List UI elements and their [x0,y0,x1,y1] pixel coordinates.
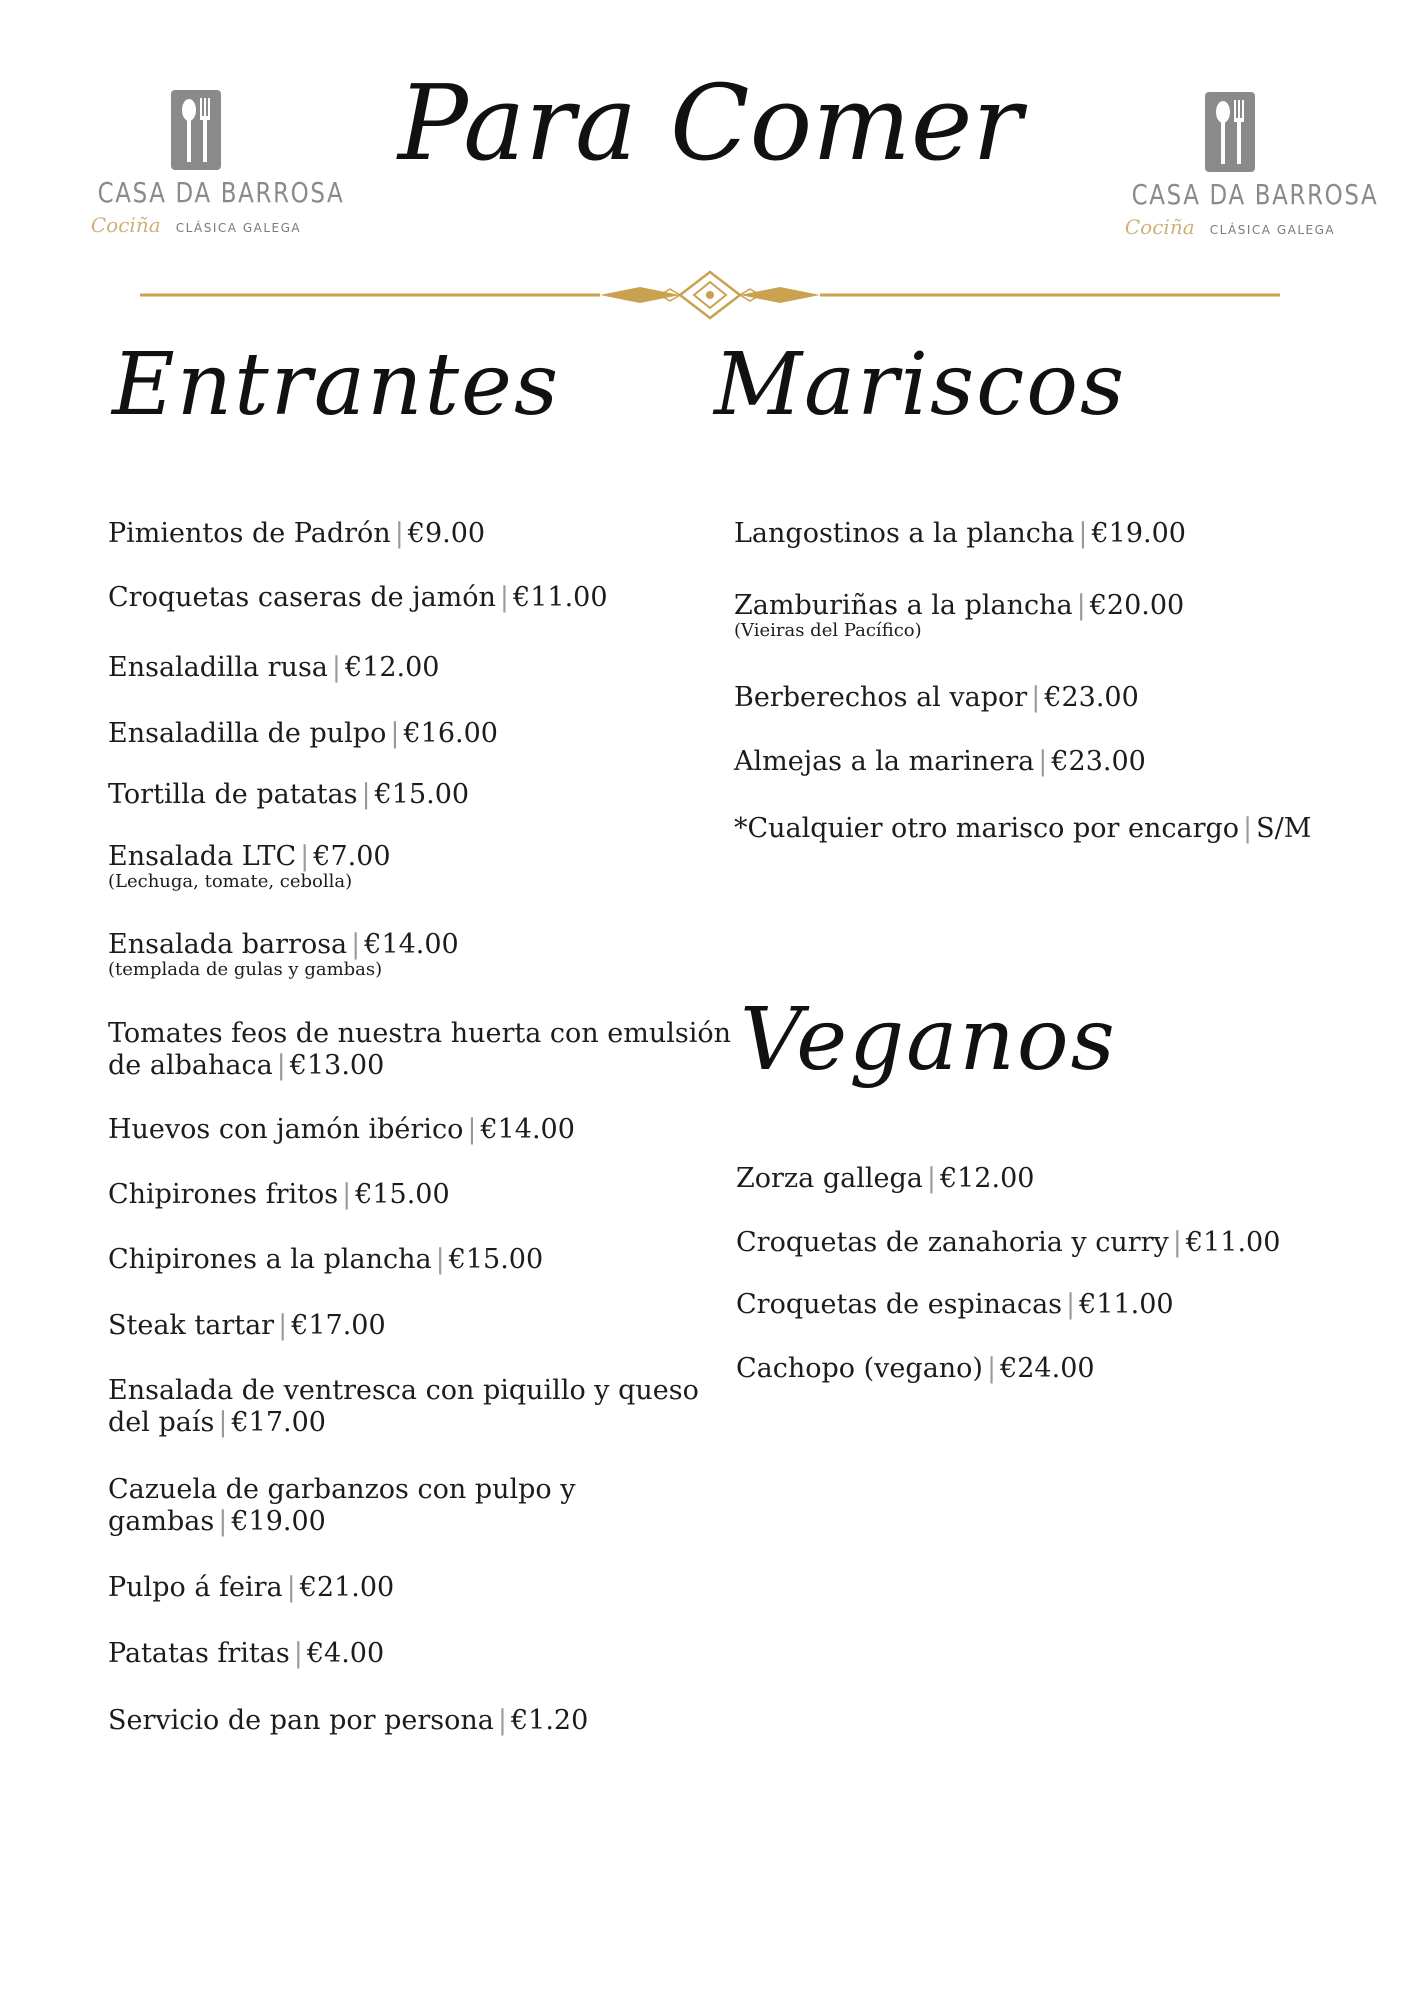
item-price: €15.00 [374,779,470,810]
section-heading-mariscos: Mariscos [714,335,1127,435]
item-name: Berberechos al vapor [734,682,1028,713]
item-name: Croquetas caseras de jamón [108,582,496,613]
item-name: Langostinos a la plancha [734,518,1075,549]
menu-item: Cazuela de garbanzos con pulpo y gambas | €19.00 [108,1474,576,1537]
menu-item: Almejas a la marinera | €23.00 [734,746,1146,777]
menu-item: Chipirones a la plancha | €15.00 [108,1244,544,1275]
item-name: Croquetas de espinacas [736,1289,1063,1320]
cutlery-logo-icon [171,90,221,170]
item-name: Tomates feos de nuestra huerta con emulsión [108,1018,731,1049]
cutlery-logo-icon [1205,92,1255,172]
item-price: €20.00 [1089,590,1185,621]
item-name: *Cualquier otro marisco por encargo [734,813,1240,844]
menu-item: Patatas fritas | €4.00 [108,1638,385,1669]
menu-item: Chipirones fritos | €15.00 [108,1179,450,1210]
menu-item: Pimientos de Padrón | €9.00 [108,518,486,549]
ornamental-divider [140,270,1280,320]
logo-script: Cociña [90,213,161,237]
menu-item: Pulpo á feira | €21.00 [108,1572,395,1603]
item-price: €12.00 [345,652,440,683]
menu-item: Zorza gallega | €12.00 [736,1163,1035,1194]
item-name: Ensalada LTC [108,841,297,872]
menu-item: Tortilla de patatas | €15.00 [108,779,470,810]
menu-item: Servicio de pan por persona | €1.20 [108,1705,589,1736]
item-price: €11.00 [1079,1289,1174,1320]
menu-item: Berberechos al vapor | €23.00 [734,682,1139,713]
item-price: €4.00 [306,1638,385,1669]
menu-item: Ensaladilla rusa | €12.00 [108,652,440,683]
item-name: Zorza gallega [736,1163,923,1194]
item-name: Servicio de pan por persona [108,1705,494,1736]
item-price: €14.00 [364,929,459,960]
menu-item: Ensalada LTC | €7.00 (Lechuga, tomate, cebolla) [108,841,718,893]
item-name-line2: gambas [108,1506,215,1537]
item-price: €23.00 [1044,682,1139,713]
logo-name: CASA DA BARROSA [1131,178,1379,211]
item-name: Almejas a la marinera [734,746,1035,777]
menu-item: Cachopo (vegano) | €24.00 [736,1353,1095,1384]
item-price: €7.00 [313,841,391,872]
item-price: €23.00 [1051,746,1146,777]
item-price: €15.00 [448,1244,544,1275]
item-price: €12.00 [939,1163,1035,1194]
item-name: Cazuela de garbanzos con pulpo y [108,1474,576,1505]
item-note: (templada de gulas y gambas) [108,959,383,980]
item-name: Ensalada de ventresca con piquillo y queso [108,1375,699,1406]
item-name: Ensaladilla de pulpo [108,718,387,749]
item-name: Cachopo (vegano) [736,1353,983,1384]
item-name: Ensaladilla rusa [108,652,328,683]
section-heading-veganos: Veganos [740,990,1117,1090]
item-price: €17.00 [291,1310,386,1341]
item-price: €1.20 [510,1705,589,1736]
logo-name: CASA DA BARROSA [97,176,345,209]
item-name: Zamburiñas a la plancha [734,590,1073,621]
restaurant-logo-right [1110,92,1379,239]
restaurant-logo-left [76,90,345,237]
item-name: Chipirones fritos [108,1179,339,1210]
item-price: €19.00 [231,1506,326,1537]
item-name: Croquetas de zanahoria y curry [736,1227,1169,1258]
menu-item: *Cualquier otro marisco por encargo | S/M [734,813,1312,844]
item-price: €19.00 [1091,518,1186,549]
item-price: €15.00 [355,1179,450,1210]
item-name: Steak tartar [108,1310,275,1341]
page-title: Para Comer [397,62,1023,184]
item-price: €11.00 [1185,1227,1281,1258]
menu-item: Langostinos a la plancha | €19.00 [734,518,1186,549]
menu-item: Croquetas caseras de jamón | €11.00 [108,582,608,613]
item-price: €16.00 [403,718,498,749]
section-heading-entrantes: Entrantes [112,335,561,435]
menu-item: Ensalada barrosa | €14.00 (templada de gulas y gambas) [108,929,718,981]
menu-item: Croquetas de espinacas | €11.00 [736,1289,1174,1320]
item-name: Chipirones a la plancha [108,1244,432,1275]
item-price: €9.00 [407,518,486,549]
item-price: €17.00 [231,1407,326,1438]
item-name: Pulpo á feira [108,1572,283,1603]
menu-item: Ensaladilla de pulpo | €16.00 [108,718,498,749]
item-price: €21.00 [299,1572,395,1603]
logo-script: Cociña [1124,215,1195,239]
menu-item: Steak tartar | €17.00 [108,1310,386,1341]
menu-item: Croquetas de zanahoria y curry | €11.00 [736,1227,1281,1258]
item-name: Ensalada barrosa [108,929,348,960]
item-price: €13.00 [289,1050,385,1081]
item-price: €11.00 [513,582,608,613]
menu-item: Tomates feos de nuestra huerta con emulsión de albahaca | €13.00 [108,1018,731,1081]
item-name: Patatas fritas [108,1638,290,1669]
item-note: (Lechuga, tomate, cebolla) [108,871,353,892]
item-name: Pimientos de Padrón [108,518,391,549]
item-price: €14.00 [480,1114,575,1145]
menu-item: Huevos con jamón ibérico | €14.00 [108,1114,575,1145]
item-name: Huevos con jamón ibérico [108,1114,464,1145]
item-name-line2: del país [108,1407,215,1438]
item-name: Tortilla de patatas [108,779,358,810]
menu-item: Ensalada de ventresca con piquillo y queso del país | €17.00 [108,1375,699,1438]
item-price: €24.00 [1000,1353,1095,1384]
menu-item: Zamburiñas a la plancha | €20.00 (Vieiras del Pacífico) [734,590,1344,642]
item-name-line2: de albahaca [108,1050,273,1081]
logo-tagline: CLÁSICA GALEGA [175,221,302,235]
logo-tagline: CLÁSICA GALEGA [1209,223,1336,237]
item-price: S/M [1256,813,1312,844]
item-note: (Vieiras del Pacífico) [734,620,922,641]
